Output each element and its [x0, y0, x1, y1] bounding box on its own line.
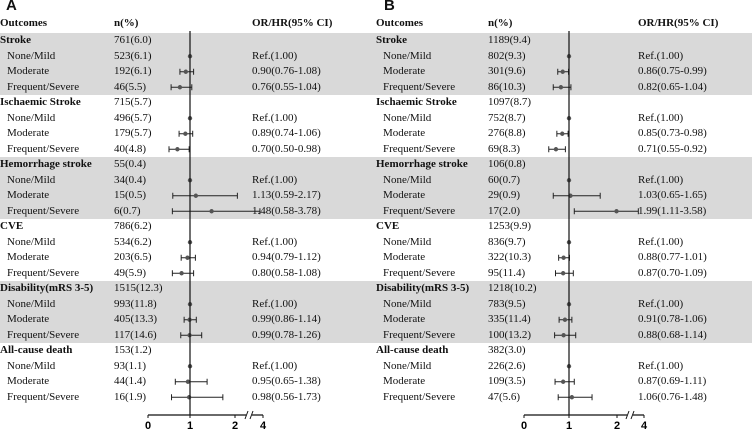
- row-label: Ischaemic Stroke: [376, 96, 457, 108]
- header-effect: OR/HR(95% CI): [638, 17, 719, 29]
- row-effect-ci: Ref.(1.00): [252, 173, 298, 186]
- row-n-percent: 276(8.8): [488, 127, 526, 139]
- row-label: Moderate: [383, 375, 426, 387]
- row-n-percent: 1189(9.4): [488, 34, 531, 46]
- row-n-percent: 100(13.2): [488, 328, 532, 341]
- row-effect-ci: 0.99(0.78-1.26): [252, 328, 321, 341]
- x-tick-label: 0: [520, 420, 528, 430]
- panel-label: B: [384, 0, 395, 14]
- row-effect-ci: 0.82(0.65-1.04): [638, 80, 707, 93]
- row-label: Moderate: [383, 313, 426, 325]
- row-label: Frequent/Severe: [7, 204, 80, 217]
- row-n-percent: 49(5.9): [114, 266, 147, 279]
- row-n-percent: 40(4.8): [114, 142, 147, 155]
- row-effect-ci: 0.99(0.86-1.14): [252, 313, 321, 325]
- point-estimate: [570, 395, 574, 399]
- row-label: Disability(mRS 3-5): [0, 282, 94, 294]
- row-n-percent: 752(8.7): [488, 111, 526, 124]
- row-effect-ci: 0.89(0.74-1.06): [252, 127, 321, 139]
- x-tick-label: 1: [565, 420, 573, 430]
- point-estimate: [178, 85, 182, 89]
- point-estimate: [554, 147, 558, 151]
- point-estimate: [175, 147, 179, 151]
- row-label: Frequent/Severe: [383, 328, 456, 341]
- header-effect: OR/HR(95% CI): [252, 17, 333, 29]
- row-n-percent: 179(5.7): [114, 127, 152, 139]
- row-label: Moderate: [7, 127, 50, 139]
- row-label: Moderate: [383, 127, 426, 139]
- row-label: None/Mild: [7, 49, 56, 62]
- header-outcomes: Outcomes: [376, 17, 424, 29]
- row-n-percent: 192(6.1): [114, 65, 152, 77]
- row-n-percent: 55(0.4): [114, 158, 147, 170]
- row-label: Frequent/Severe: [7, 328, 80, 341]
- x-tick-label: 4: [640, 420, 648, 430]
- row-label: Frequent/Severe: [7, 80, 80, 93]
- row-n-percent: 382(3.0): [488, 344, 526, 356]
- row-n-percent: 86(10.3): [488, 80, 526, 93]
- row-effect-ci: 0.87(0.69-1.11): [638, 375, 707, 387]
- row-n-percent: 153(1.2): [114, 344, 152, 356]
- row-effect-ci: 1.13(0.59-2.17): [252, 189, 321, 201]
- point-estimate: [184, 70, 188, 74]
- x-tick-label: 4: [259, 420, 267, 430]
- row-n-percent: 534(6.2): [114, 235, 152, 248]
- row-label: Moderate: [7, 65, 50, 77]
- row-label: CVE: [376, 220, 400, 232]
- row-n-percent: 322(10.3): [488, 251, 532, 263]
- point-estimate: [179, 271, 183, 275]
- row-n-percent: 1097(8.7): [488, 96, 532, 108]
- row-n-percent: 1515(12.3): [114, 282, 163, 294]
- x-tick-label: 2: [231, 420, 239, 430]
- row-effect-ci: 0.91(0.78-1.06): [638, 313, 707, 325]
- row-label: Moderate: [383, 189, 426, 201]
- row-effect-ci: 0.80(0.58-1.08): [252, 266, 321, 279]
- row-n-percent: 203(6.5): [114, 251, 152, 263]
- x-tick-label: 1: [186, 420, 194, 430]
- header-n: n(%): [488, 17, 513, 29]
- point-estimate: [559, 85, 563, 89]
- row-effect-ci: 0.85(0.73-0.98): [638, 127, 707, 139]
- row-n-percent: 836(9.7): [488, 235, 526, 248]
- row-n-percent: 715(5.7): [114, 96, 152, 108]
- row-effect-ci: 0.71(0.55-0.92): [638, 142, 707, 155]
- row-n-percent: 17(2.0): [488, 204, 521, 217]
- row-label: None/Mild: [383, 173, 432, 186]
- row-effect-ci: 1.06(0.76-1.48): [638, 390, 707, 403]
- row-label: None/Mild: [383, 49, 432, 62]
- forest-plot-svg: [376, 0, 752, 430]
- row-n-percent: 109(3.5): [488, 375, 526, 387]
- point-estimate: [561, 256, 565, 260]
- row-effect-ci: 1.03(0.65-1.65): [638, 189, 707, 201]
- row-n-percent: 95(11.4): [488, 266, 526, 279]
- row-n-percent: 523(6.1): [114, 49, 152, 62]
- row-label: Moderate: [7, 251, 50, 263]
- row-label: Disability(mRS 3-5): [376, 282, 470, 294]
- row-effect-ci: Ref.(1.00): [638, 235, 684, 248]
- row-n-percent: 1218(10.2): [488, 282, 537, 294]
- forest-plot-panel-a: [0, 0, 376, 430]
- row-label: Moderate: [7, 189, 50, 201]
- row-label: CVE: [0, 220, 24, 232]
- row-label: Frequent/Severe: [383, 204, 456, 217]
- row-label: None/Mild: [383, 297, 432, 310]
- row-label: All-cause death: [376, 344, 449, 356]
- point-estimate: [187, 395, 191, 399]
- header-n: n(%): [114, 17, 139, 29]
- x-tick-label: 2: [613, 420, 621, 430]
- row-n-percent: 786(6.2): [114, 220, 152, 232]
- row-effect-ci: 1.48(0.58-3.78): [252, 204, 321, 217]
- row-label: None/Mild: [7, 297, 56, 310]
- row-label: None/Mild: [383, 359, 432, 372]
- row-label: Frequent/Severe: [7, 142, 80, 155]
- row-n-percent: 60(0.7): [488, 173, 521, 186]
- row-n-percent: 783(9.5): [488, 297, 526, 310]
- row-effect-ci: 0.76(0.55-1.04): [252, 80, 321, 93]
- row-n-percent: 1253(9.9): [488, 220, 532, 232]
- point-estimate: [561, 333, 565, 337]
- row-label: Moderate: [7, 375, 50, 387]
- row-label: Frequent/Severe: [383, 142, 456, 155]
- row-n-percent: 117(14.6): [114, 328, 157, 341]
- point-estimate: [183, 132, 187, 136]
- forest-plot-svg: [0, 0, 376, 430]
- row-effect-ci: Ref.(1.00): [638, 173, 684, 186]
- row-label: All-cause death: [0, 344, 73, 356]
- row-n-percent: 47(5.6): [488, 390, 521, 403]
- row-effect-ci: 0.86(0.75-0.99): [638, 65, 707, 77]
- row-label: None/Mild: [7, 235, 56, 248]
- row-n-percent: 29(0.9): [488, 189, 521, 201]
- row-label: None/Mild: [7, 359, 56, 372]
- row-effect-ci: Ref.(1.00): [252, 359, 298, 372]
- row-label: Hemorrhage stroke: [376, 158, 468, 170]
- row-n-percent: 405(13.3): [114, 313, 158, 325]
- point-estimate: [561, 70, 565, 74]
- panel-label: A: [6, 0, 17, 14]
- row-label: Frequent/Severe: [383, 80, 456, 93]
- row-label: None/Mild: [7, 173, 56, 186]
- row-label: Ischaemic Stroke: [0, 96, 81, 108]
- row-label: Frequent/Severe: [383, 266, 456, 279]
- row-effect-ci: 0.88(0.68-1.14): [638, 328, 707, 341]
- row-label: Frequent/Severe: [7, 390, 80, 403]
- row-effect-ci: 0.88(0.77-1.01): [638, 251, 707, 263]
- row-effect-ci: Ref.(1.00): [638, 111, 684, 124]
- row-n-percent: 6(0.7): [114, 204, 141, 217]
- row-label: Moderate: [383, 65, 426, 77]
- row-label: Moderate: [383, 251, 426, 263]
- row-n-percent: 93(1.1): [114, 359, 147, 372]
- row-label: Hemorrhage stroke: [0, 158, 92, 170]
- row-n-percent: 761(6.0): [114, 34, 152, 46]
- row-label: Stroke: [376, 34, 407, 46]
- point-estimate: [560, 132, 564, 136]
- row-effect-ci: Ref.(1.00): [638, 359, 684, 372]
- row-n-percent: 802(9.3): [488, 49, 526, 62]
- row-n-percent: 16(1.9): [114, 390, 147, 403]
- row-label: None/Mild: [383, 235, 432, 248]
- row-n-percent: 34(0.4): [114, 173, 147, 186]
- row-label: Moderate: [7, 313, 50, 325]
- row-effect-ci: 0.90(0.76-1.08): [252, 65, 321, 77]
- row-n-percent: 44(1.4): [114, 375, 147, 387]
- x-tick-label: 0: [144, 420, 152, 430]
- row-effect-ci: Ref.(1.00): [252, 49, 298, 62]
- point-estimate: [185, 256, 189, 260]
- row-effect-ci: 0.98(0.56-1.73): [252, 390, 321, 403]
- point-estimate: [194, 194, 198, 198]
- point-estimate: [561, 271, 565, 275]
- row-n-percent: 106(0.8): [488, 158, 526, 170]
- header-outcomes: Outcomes: [0, 17, 48, 29]
- row-effect-ci: 0.87(0.70-1.09): [638, 266, 707, 279]
- row-n-percent: 226(2.6): [488, 359, 526, 372]
- row-effect-ci: Ref.(1.00): [252, 297, 298, 310]
- row-effect-ci: 0.94(0.79-1.12): [252, 251, 321, 263]
- row-label: Frequent/Severe: [7, 266, 80, 279]
- row-n-percent: 496(5.7): [114, 111, 152, 124]
- row-label: Stroke: [0, 34, 31, 46]
- row-effect-ci: 0.70(0.50-0.98): [252, 142, 321, 155]
- forest-plot-panel-b: [376, 0, 752, 430]
- point-estimate: [563, 318, 567, 322]
- row-label: Frequent/Severe: [383, 390, 456, 403]
- row-effect-ci: 0.95(0.65-1.38): [252, 375, 321, 387]
- row-n-percent: 301(9.6): [488, 65, 526, 77]
- row-label: None/Mild: [7, 111, 56, 124]
- row-effect-ci: Ref.(1.00): [252, 235, 298, 248]
- row-effect-ci: 1.99(1.11-3.58): [638, 204, 707, 217]
- row-n-percent: 993(11.8): [114, 297, 157, 310]
- row-effect-ci: Ref.(1.00): [638, 297, 684, 310]
- point-estimate: [209, 209, 213, 213]
- point-estimate: [561, 380, 565, 384]
- row-label: None/Mild: [383, 111, 432, 124]
- row-n-percent: 46(5.5): [114, 80, 147, 93]
- point-estimate: [614, 209, 618, 213]
- row-n-percent: 15(0.5): [114, 189, 147, 201]
- row-effect-ci: Ref.(1.00): [638, 49, 684, 62]
- row-n-percent: 335(11.4): [488, 313, 531, 325]
- row-n-percent: 69(8.3): [488, 142, 521, 155]
- row-effect-ci: Ref.(1.00): [252, 111, 298, 124]
